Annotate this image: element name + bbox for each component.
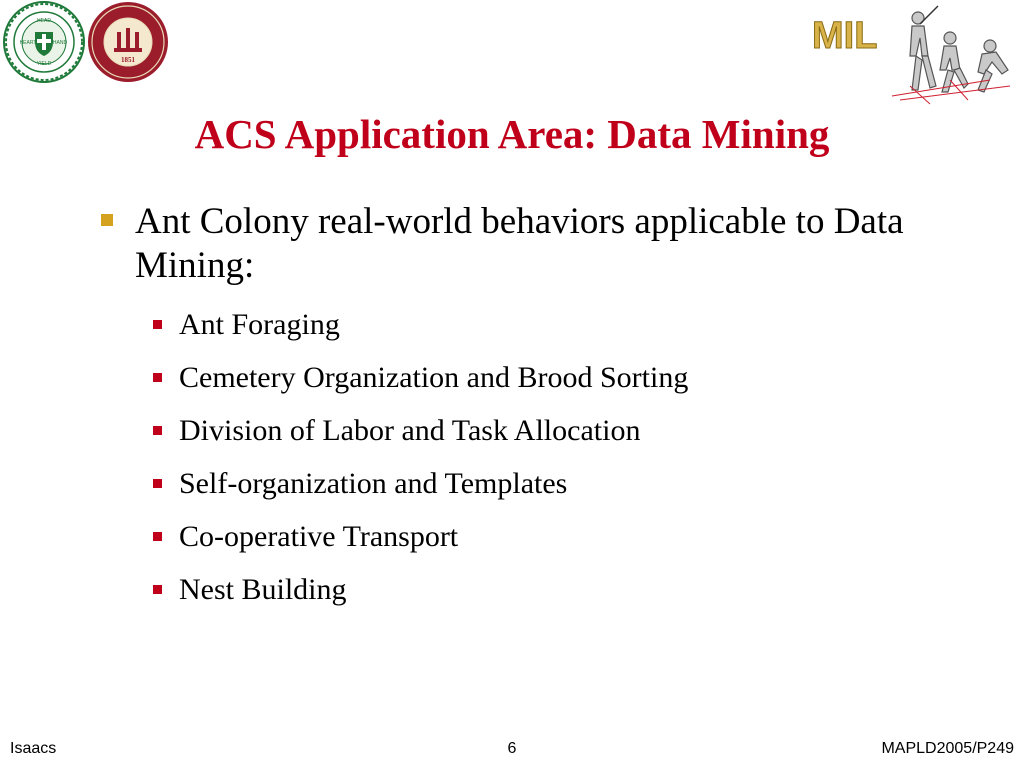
square-bullet-icon <box>153 532 162 541</box>
famu-seal-icon <box>2 0 86 84</box>
famu-head-word: HEAD <box>37 18 51 24</box>
footer-page-number: 6 <box>507 740 517 757</box>
sub-bullet-text: Co-operative Transport <box>179 520 459 553</box>
sub-bullet-list <box>95 298 995 616</box>
square-bullet-icon <box>153 585 162 594</box>
famu-yield-word: YIELD <box>36 61 52 67</box>
famu-heart-word: HEART <box>19 40 37 46</box>
footer-reference: MAPLD2005/P249 <box>881 740 1014 757</box>
square-bullet-icon <box>153 373 162 382</box>
slide-title: ACS Application Area: Data Mining <box>194 111 830 157</box>
main-bullet <box>95 200 995 288</box>
famu-hand-word: HAND <box>52 40 68 46</box>
mil-logo-text: MIL <box>812 15 878 57</box>
main-bullet-text: Ant Colony real-world behaviors applicable to Data Mining: <box>135 201 904 286</box>
sub-bullet-text: Cemetery Organization and Brood Sorting <box>179 361 689 394</box>
sub-bullet-item <box>95 404 995 457</box>
sub-bullet-item <box>95 563 995 616</box>
sub-bullet-text: Nest Building <box>179 573 347 606</box>
sub-bullet-item <box>95 457 995 510</box>
square-bullet-icon <box>101 214 113 226</box>
sub-bullet-text: Ant Foraging <box>179 308 340 341</box>
fsu-year: 1851 <box>121 56 135 64</box>
fsu-seal-icon <box>86 0 170 84</box>
sub-bullet-text: Self-organization and Templates <box>179 467 568 500</box>
square-bullet-icon <box>153 426 162 435</box>
square-bullet-icon <box>153 479 162 488</box>
sub-bullet-text: Division of Labor and Task Allocation <box>179 414 641 447</box>
sub-bullet-item <box>95 510 995 563</box>
square-bullet-icon <box>153 320 162 329</box>
slide-body <box>95 200 995 616</box>
footer-author: Isaacs <box>10 740 57 757</box>
sub-bullet-item <box>95 351 995 404</box>
mil-logo-icon <box>800 0 1024 110</box>
sub-bullet-item <box>95 298 995 351</box>
